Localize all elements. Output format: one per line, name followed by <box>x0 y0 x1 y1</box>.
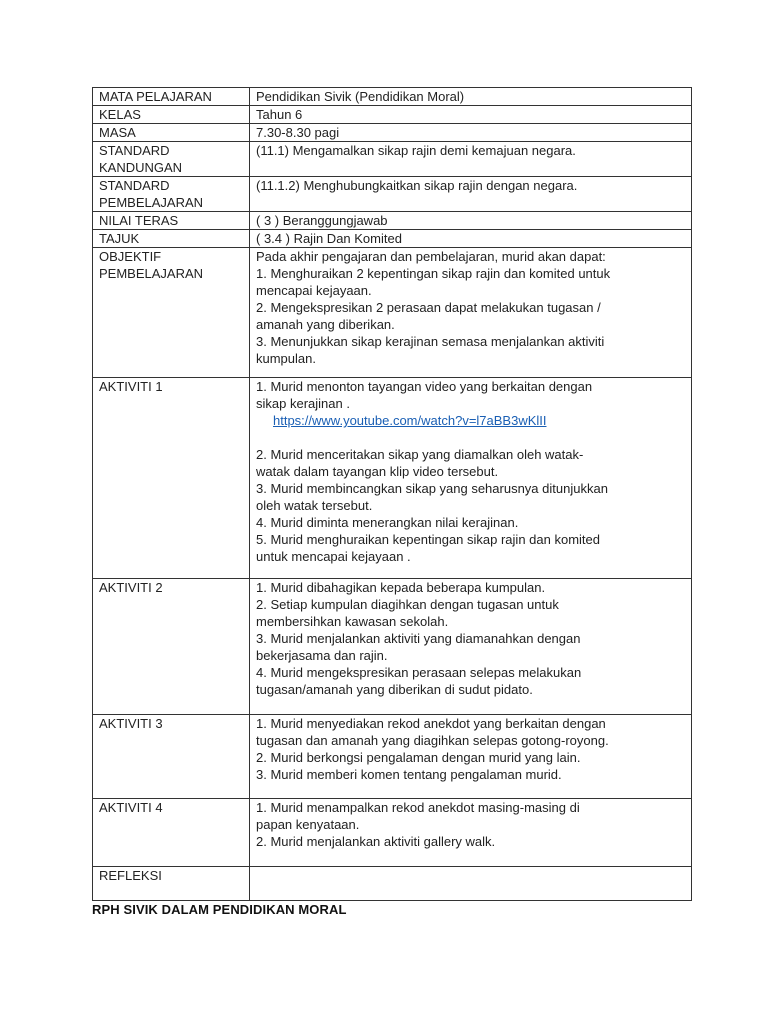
row-label: AKTIVITI 3 <box>99 716 163 731</box>
row-label: AKTIVITI 1 <box>99 379 163 394</box>
blank-line <box>256 429 687 446</box>
row-label: MASA <box>99 125 136 140</box>
content-line: 1. Murid dibahagikan kepada beberapa kumpulan. <box>256 580 546 595</box>
row-label-cell <box>93 212 250 230</box>
row-content-cell <box>250 579 692 715</box>
content-line: bekerjasama dan rajin. <box>256 648 388 663</box>
content-line: ( 3 ) Beranggungjawab <box>256 213 388 228</box>
table-row <box>93 378 692 579</box>
video-link[interactable]: https://www.youtube.com/watch?v=l7aBB3wKlII <box>273 413 547 428</box>
row-label: TAJUK <box>99 231 140 246</box>
document-caption: RPH SIVIK DALAM PENDIDIKAN MORAL <box>92 902 347 917</box>
row-label: NILAI TERAS <box>99 213 179 228</box>
content-line: Pada akhir pengajaran dan pembelajaran, murid akan dapat: <box>256 249 606 264</box>
table-row <box>93 177 692 212</box>
row-label-cell <box>93 177 250 212</box>
content-line: sikap kerajinan . <box>256 396 350 411</box>
content-line: 1. Menghuraikan 2 kepentingan sikap rajin dan komited untuk <box>256 266 611 281</box>
content-line: 2. Murid menjalankan aktiviti gallery walk. <box>256 834 496 849</box>
row-label: KELAS <box>99 107 141 122</box>
row-content-cell <box>250 248 692 378</box>
content-line: ( 3.4 ) Rajin Dan Komited <box>256 231 402 246</box>
content-line: 3. Murid membincangkan sikap yang seharusnya ditunjukkan <box>256 481 608 496</box>
row-label-cell <box>93 715 250 799</box>
content-line: membersihkan kawasan sekolah. <box>256 614 449 629</box>
content-line: oleh watak tersebut. <box>256 498 373 513</box>
content-line: 3. Menunjukkan sikap kerajinan semasa menjalankan aktiviti <box>256 334 605 349</box>
row-label: STANDARD <box>99 178 170 193</box>
content-line: (11.1.2) Menghubungkaitkan sikap rajin dengan negara. <box>256 178 578 193</box>
row-content-cell <box>250 867 692 901</box>
content-line: 2. Murid menceritakan sikap yang diamalkan oleh watak- <box>256 447 584 462</box>
content-line: 3. Murid menjalankan aktiviti yang diamanahkan dengan <box>256 631 581 646</box>
row-content-cell <box>250 142 692 177</box>
content-line: 4. Murid diminta menerangkan nilai kerajinan. <box>256 515 519 530</box>
row-label-cell <box>93 867 250 901</box>
row-content-cell <box>250 378 692 579</box>
row-label: STANDARD <box>99 143 170 158</box>
row-label: PEMBELAJARAN <box>99 195 204 210</box>
content-line: kumpulan. <box>256 351 316 366</box>
content-line: 1. Murid menampalkan rekod anekdot masing-masing di <box>256 800 580 815</box>
row-content-cell <box>250 88 692 106</box>
row-label-cell <box>93 378 250 579</box>
table-row <box>93 799 692 867</box>
content-line: watak dalam tayangan klip video tersebut. <box>256 464 499 479</box>
table-row <box>93 88 692 106</box>
row-content-cell <box>250 799 692 867</box>
content-line: 4. Murid mengekspresikan perasaan selepas melakukan <box>256 665 582 680</box>
content-line: mencapai kejayaan. <box>256 283 372 298</box>
row-label-cell <box>93 579 250 715</box>
row-label-cell <box>93 88 250 106</box>
row-label: AKTIVITI 4 <box>99 800 163 815</box>
row-label: MATA PELAJARAN <box>99 89 212 104</box>
content-line: 5. Murid menghuraikan kepentingan sikap rajin dan komited <box>256 532 600 547</box>
content-line: untuk mencapai kejayaan . <box>256 549 411 564</box>
content-line: 2. Murid berkongsi pengalaman dengan murid yang lain. <box>256 750 581 765</box>
row-content-cell <box>250 106 692 124</box>
row-content-cell <box>250 177 692 212</box>
table-row <box>93 579 692 715</box>
content-line: (11.1) Mengamalkan sikap rajin demi kemajuan negara. <box>256 143 576 158</box>
row-label-cell <box>93 124 250 142</box>
row-label-cell <box>93 106 250 124</box>
table-row <box>93 106 692 124</box>
row-content-cell <box>250 212 692 230</box>
row-label-cell <box>93 799 250 867</box>
content-line: 3. Murid memberi komen tentang pengalaman murid. <box>256 767 562 782</box>
content-line: tugasan/amanah yang diberikan di sudut pidato. <box>256 682 533 697</box>
table-row <box>93 230 692 248</box>
row-label: REFLEKSI <box>99 868 162 883</box>
table-row <box>93 142 692 177</box>
row-label: AKTIVITI 2 <box>99 580 163 595</box>
content-line: Tahun 6 <box>256 107 303 122</box>
row-content-cell <box>250 715 692 799</box>
content-line: amanah yang diberikan. <box>256 317 395 332</box>
content-line: Pendidikan Sivik (Pendidikan Moral) <box>256 89 465 104</box>
table-row <box>93 124 692 142</box>
table-row <box>93 867 692 901</box>
lesson-plan-body <box>93 88 692 901</box>
content-line: 2. Mengekspresikan 2 perasaan dapat melakukan tugasan / <box>256 300 601 315</box>
table-row <box>93 715 692 799</box>
row-label-cell <box>93 142 250 177</box>
row-label: PEMBELAJARAN <box>99 266 204 281</box>
content-line: papan kenyataan. <box>256 817 360 832</box>
row-content-cell <box>250 230 692 248</box>
content-line: tugasan dan amanah yang diagihkan selepas gotong-royong. <box>256 733 609 748</box>
table-row <box>93 212 692 230</box>
content-line: 1. Murid menonton tayangan video yang berkaitan dengan <box>256 379 593 394</box>
row-label: OBJEKTIF <box>99 249 162 264</box>
row-label: KANDUNGAN <box>99 160 183 175</box>
table-row <box>93 248 692 378</box>
row-label-cell <box>93 248 250 378</box>
content-line: 2. Setiap kumpulan diagihkan dengan tugasan untuk <box>256 597 559 612</box>
lesson-plan-table <box>92 87 692 901</box>
row-label-cell <box>93 230 250 248</box>
content-line: 1. Murid menyediakan rekod anekdot yang berkaitan dengan <box>256 716 606 731</box>
content-line: 7.30-8.30 pagi <box>256 125 340 140</box>
row-content-cell <box>250 124 692 142</box>
